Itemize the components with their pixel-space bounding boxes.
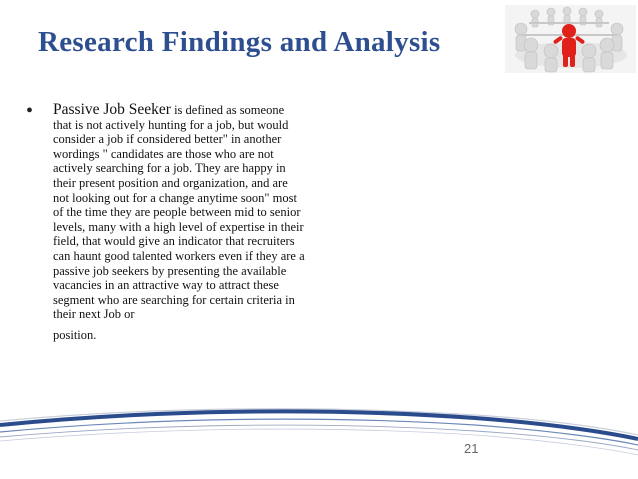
bullet-term-suffix: is defined as (170, 103, 237, 117)
footer-swoosh-decoration (0, 405, 638, 479)
bullet-body: someone that is not actively hunting for a job, but would consider a job if considered better" in another wordings " candidates are those who are not actively searching for a job. They are happy in their present position and organization, and are not looking out for a change anytime soon" most of the time they are people between mid to senior levels, many with a high level of expertise in their field, that would give an indicator that recruiters can haunt good talented workers even if they are a passive job seekers by presenting the available vacancies in an attractive way to attract these segment who are searching for certain criteria in their next Job or (53, 103, 305, 322)
teamwork-circle-of-people-icon (505, 5, 636, 73)
bullet-marker: • (26, 100, 34, 122)
bullet-term: Passive Job Seeker (53, 101, 171, 118)
bullet-text (53, 103, 305, 343)
bullet-last-line: position. (53, 327, 97, 342)
page-number: 21 (464, 441, 479, 456)
slide-title: Research Findings and Analysis (38, 26, 441, 58)
